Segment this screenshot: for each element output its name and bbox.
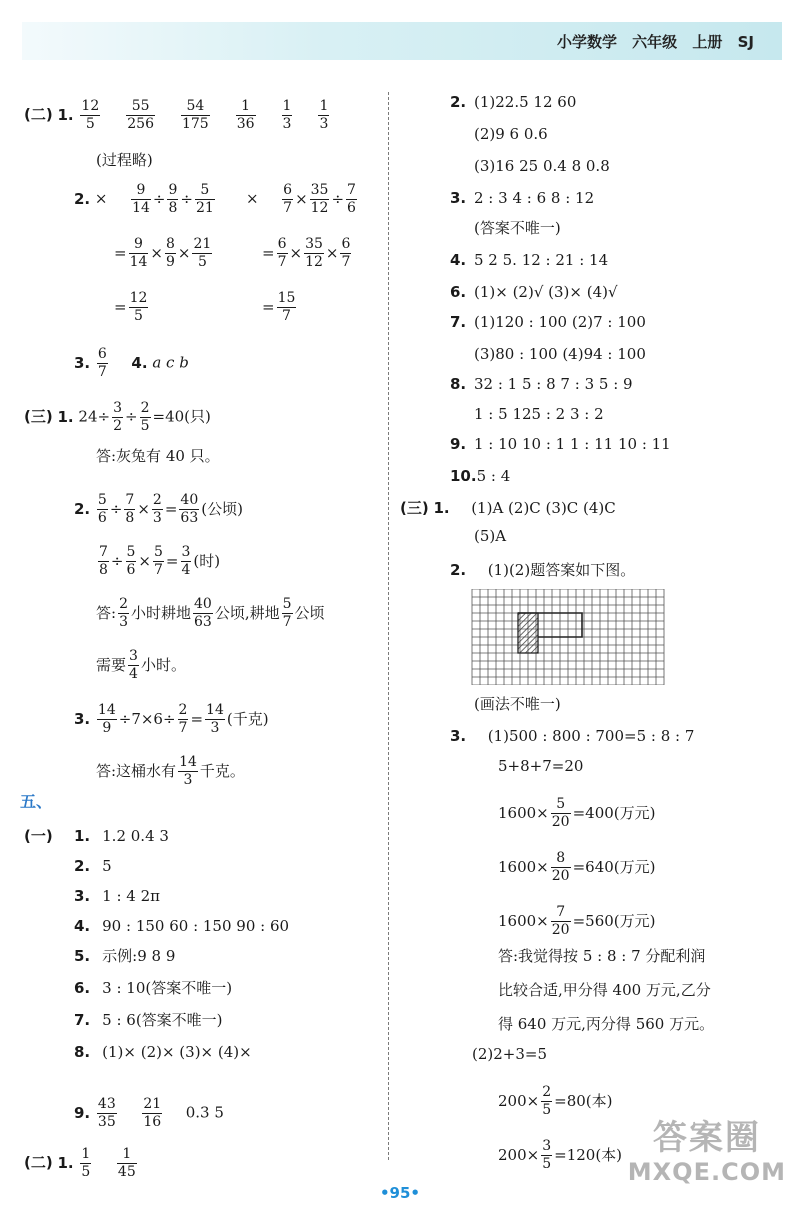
column-divider: [388, 92, 389, 1160]
s3q2-answer-2: [96, 648, 186, 683]
fraction: $\frac{14}{3}$: [206, 702, 224, 736]
list-item: [450, 188, 594, 208]
question-number: 2.: [450, 93, 467, 111]
grid-note: (画法不唯一): [474, 695, 561, 713]
fraction: $\frac{9}{14}$: [132, 182, 150, 216]
expr-text: ÷: [152, 189, 166, 208]
left-s3-q3: [74, 702, 269, 737]
list-item: [74, 916, 289, 936]
fraction: $\frac{2}{5}$: [140, 400, 150, 434]
fraction: $\frac{12}{5}$: [129, 290, 148, 324]
expr-text: =: [114, 243, 127, 262]
expr-text: ÷: [110, 551, 124, 570]
calc-expr: [498, 796, 656, 830]
ratio-line: (1)500 : 800 : 700=5 : 8 : 7: [487, 727, 695, 745]
fraction: $\frac{40}{63}$: [194, 596, 212, 630]
answer-line-2: 比较合适,甲分得 400 万元,乙分: [498, 981, 711, 999]
fraction: $\frac{5}{7}$: [282, 596, 292, 630]
list-item: [74, 1010, 223, 1030]
answer-text: 90 : 150 60 : 150 90 : 60: [102, 917, 290, 935]
calc-expr: [498, 850, 656, 884]
answer-text: (1)22.5 12 60: [474, 93, 577, 111]
expr-text: =400(万元): [572, 803, 656, 822]
expr-text: 24÷: [78, 407, 111, 426]
fraction: $\frac{6}{7}$: [277, 236, 287, 270]
right-s3-q3-l1: [450, 726, 694, 746]
fraction: $\frac{1}{36}$: [236, 98, 255, 132]
q4-answers: a c b: [152, 353, 189, 372]
answer-text: 5: [102, 857, 112, 875]
fraction: $\frac{3}{2}$: [113, 400, 122, 434]
list-item: [474, 124, 548, 144]
fraction: $\frac{1}{3}$: [319, 98, 329, 132]
question-number: 1.: [57, 1153, 74, 1172]
list-item: [450, 466, 510, 486]
question-number: 9.: [74, 1103, 91, 1122]
s3q2-answer-expr2: [96, 648, 186, 682]
expr-text: 1600×: [498, 803, 549, 822]
question-number: 1.: [433, 499, 450, 517]
calc-line-4: [498, 1084, 613, 1119]
question-number: 6.: [450, 283, 467, 301]
fraction: $\frac{8}{20}$: [551, 850, 570, 884]
fraction: $\frac{6}{7}$: [283, 182, 293, 216]
left-q2-line1: [74, 182, 217, 217]
question-number: 3.: [450, 727, 467, 745]
fraction: $\frac{55}{256}$: [127, 98, 154, 132]
expr-text: =640(万元): [572, 857, 656, 876]
page-number: •95•: [379, 1184, 421, 1202]
question-number: 8.: [450, 375, 467, 393]
answer-text: (3)16 25 0.4 8 0.8: [474, 157, 610, 175]
fraction: $\frac{12}{5}$: [81, 98, 100, 132]
fraction: $\frac{1}{3}$: [282, 98, 292, 132]
list-item: [74, 886, 160, 906]
list-item: [74, 1042, 252, 1062]
expr-text: ÷: [109, 499, 123, 518]
s3q1-answer: 答:灰兔有 40 只。: [96, 447, 220, 465]
fraction: $\frac{5}{7}$: [154, 544, 163, 578]
left-q2-b-line2: [262, 236, 353, 271]
fraction: $\frac{7}{8}$: [125, 492, 135, 526]
fraction: $\frac{14}{3}$: [179, 754, 197, 788]
question-number: 1.: [57, 407, 74, 426]
list-item: [74, 826, 169, 846]
left-q2-b-line1: [246, 182, 359, 217]
s51-label-line: [24, 826, 53, 846]
expr-text: ÷7×6÷: [118, 709, 176, 728]
expr-text: 200×: [498, 1145, 540, 1164]
expr-text: 需要: [96, 655, 127, 674]
answer-grid-figure: [470, 589, 666, 685]
expr-text: ÷: [331, 189, 345, 208]
fraction: $\frac{1}{5}$: [81, 1146, 91, 1180]
list-item: [450, 250, 608, 270]
expr-text: ÷: [180, 189, 193, 208]
right-s3-q2: [450, 560, 635, 580]
answer-text: 3 : 10(答案不唯一): [102, 979, 233, 997]
calc-line-3: [498, 904, 655, 939]
answer-text: (1)× (2)√ (3)× (4)√: [474, 283, 618, 301]
expr-text: 公顷: [294, 603, 325, 622]
s3q2-answer-expr: [96, 596, 325, 630]
fraction: $\frac{8}{9}$: [165, 236, 175, 270]
fraction: $\frac{43}{35}$: [97, 1096, 116, 1130]
expr-text: 小时耕地: [130, 603, 191, 622]
list-item: [450, 92, 576, 112]
expr-text: =80(本): [554, 1091, 613, 1110]
left-s2-q1: [24, 98, 331, 133]
s3q2-text: (1)(2)题答案如下图。: [487, 561, 636, 579]
fraction: $\frac{3}{4}$: [181, 544, 191, 578]
answer-text: (1)120 : 100 (2)7 : 100: [474, 313, 646, 331]
answer-text: 5 : 4: [476, 467, 511, 485]
q2-expr-a: [129, 182, 217, 216]
left-s51-q9: [74, 1096, 224, 1131]
question-number: 4.: [131, 353, 148, 372]
calc-expr: [498, 1084, 613, 1118]
expr-text: ×: [138, 551, 151, 570]
fraction: $\frac{2}{3}$: [119, 596, 128, 630]
expr-text: =40(只): [152, 407, 211, 426]
expr-text: 1600×: [498, 911, 549, 930]
answer-text: (2)9 6 0.6: [474, 125, 548, 143]
s3q1-answers-2: (5)A: [474, 527, 507, 545]
q9-rest: 0.3 5: [185, 1103, 224, 1122]
answer-text: 5 : 6(答案不唯一): [102, 1011, 223, 1029]
expr-text: ×: [289, 243, 303, 262]
q2-mark: ×: [94, 189, 108, 208]
expr-text: ×: [177, 243, 191, 262]
question-number: 3.: [74, 709, 91, 728]
section-five-heading: 五、: [20, 792, 53, 811]
fraction: $\frac{1}{45}$: [117, 1146, 136, 1180]
question-number: 3.: [74, 887, 91, 905]
s3q3-answer-expr: [96, 754, 245, 788]
expr-text: =560(万元): [572, 911, 656, 930]
watermark-logo: [628, 1118, 786, 1186]
question-number: 7.: [450, 313, 467, 331]
q2-expr-b2: [262, 236, 353, 270]
answer-text: 32 : 1 5 : 8 7 : 3 5 : 9: [474, 375, 633, 393]
list-item: [474, 404, 604, 424]
question-number: 7.: [74, 1011, 91, 1029]
list-item: [450, 374, 633, 394]
expr-text: 答:这桶水有: [96, 761, 177, 780]
question-number: 2.: [74, 189, 91, 208]
question-number: 1.: [74, 827, 91, 845]
fraction: $\frac{40}{63}$: [180, 492, 199, 526]
part2-line: (2)2+3=5: [472, 1045, 548, 1063]
fraction: $\frac{9}{8}$: [168, 182, 178, 216]
left-q2-b-line3: [262, 290, 298, 325]
ratio-sum: 5+8+7=20: [498, 757, 584, 775]
s3q2-expr-a: [95, 492, 243, 526]
list-item: [450, 434, 671, 454]
q2-expr-a3: [114, 290, 150, 324]
fraction: $\frac{35}{12}$: [305, 236, 323, 270]
question-number: 8.: [74, 1043, 91, 1061]
question-number: 5.: [74, 947, 91, 965]
fraction: $\frac{35}{12}$: [310, 182, 329, 216]
fraction: $\frac{6}{7}$: [341, 236, 351, 270]
s3q2-expr-b: [96, 544, 221, 578]
watermark-line2: MXQE.COM: [627, 1158, 786, 1186]
question-number: 3.: [450, 189, 467, 207]
q2-expr-a2: [114, 236, 214, 270]
question-number: 9.: [450, 435, 467, 453]
list-item: [74, 856, 112, 876]
expr-text: =: [164, 499, 178, 518]
calc-line-1: [498, 796, 655, 831]
section-label: (一): [24, 827, 53, 845]
s3q1-answers: (1)A (2)C (3)C (4)C: [471, 499, 616, 517]
answer-text: (答案不唯一): [474, 219, 561, 237]
left-q2-a-line2: [114, 236, 214, 271]
fraction: $\frac{54}{175}$: [181, 98, 209, 132]
expr-text: =: [262, 297, 275, 316]
list-item: [74, 978, 232, 998]
q3-fraction: $\frac{6}{7}$: [97, 346, 107, 380]
expr-text: 公顷,耕地: [214, 603, 280, 622]
fraction: $\frac{5}{6}$: [97, 492, 107, 526]
fraction: $\frac{2}{5}$: [542, 1084, 552, 1118]
answer-text: 1 : 4 2π: [102, 887, 160, 905]
operator: ÷: [125, 407, 138, 426]
calc-expr: [498, 904, 656, 938]
answer-text: (3)80 : 100 (4)94 : 100: [474, 345, 646, 363]
section-label: (二): [24, 1153, 53, 1172]
section-label: (二): [24, 105, 53, 124]
expr-text: =: [114, 297, 127, 316]
fraction: $\frac{7}{8}$: [99, 544, 108, 578]
q1-fraction-list: [78, 98, 331, 132]
expr-text: (时): [193, 551, 221, 570]
header-title: 小学数学 六年级 上册 SJ: [556, 33, 754, 51]
expr-text: 小时。: [140, 655, 186, 674]
fraction: $\frac{9}{14}$: [129, 236, 148, 270]
answer-text: 1.2 0.4 3: [102, 827, 169, 845]
right-s3-q1: [400, 498, 616, 518]
section-label: (三): [400, 499, 429, 517]
q1-note: (过程略): [96, 151, 153, 169]
fraction: $\frac{15}{7}$: [277, 290, 296, 324]
answer-text: 示例:9 8 9: [102, 947, 176, 965]
calc-line-5: [498, 1138, 622, 1173]
question-number: 3.: [74, 353, 91, 372]
question-number: 10.: [450, 467, 477, 485]
question-number: 2.: [450, 561, 467, 579]
answer-text: 1 : 10 10 : 1 1 : 11 10 : 11: [474, 435, 671, 453]
list-item: [450, 312, 646, 332]
left-s3-q2-b: [96, 544, 220, 579]
question-number: 2.: [74, 499, 91, 518]
expr-text: 千克。: [199, 761, 245, 780]
answer-line-3: 得 640 万元,丙分得 560 万元。: [498, 1015, 715, 1033]
expr-text: (公顷): [201, 499, 243, 518]
expr-text: ×: [295, 189, 308, 208]
fraction: $\frac{2}{3}$: [152, 492, 162, 526]
answer-line-1: 答:我觉得按 5 : 8 : 7 分配利润: [498, 947, 706, 965]
answer-text: 1 : 5 125 : 2 3 : 2: [474, 405, 604, 423]
list-item: [450, 282, 618, 302]
fraction: $\frac{21}{16}$: [143, 1096, 162, 1130]
fraction: $\frac{14}{9}$: [97, 702, 116, 736]
list-item: [474, 218, 561, 238]
fraction: $\frac{7}{20}$: [551, 904, 570, 938]
left-s52-q1: [24, 1146, 139, 1181]
question-number: 1.: [57, 105, 74, 124]
question-number: 2.: [74, 857, 91, 875]
left-q2-a-line3: [114, 290, 150, 325]
calc-line-2: [498, 850, 655, 885]
expr-text: ×: [150, 243, 163, 262]
left-q3-q4: [74, 346, 189, 381]
s3q3-expr: [95, 702, 269, 736]
header-band: [22, 22, 782, 60]
list-item: [474, 156, 610, 176]
expr-text: 答:: [96, 603, 117, 622]
section-label: (三): [24, 407, 53, 426]
expr-text: 1600×: [498, 857, 549, 876]
s3q3-answer: [96, 754, 245, 789]
list-item: [474, 344, 646, 364]
expr-text: =: [190, 709, 204, 728]
answer-text: 2 : 3 4 : 6 8 : 12: [474, 189, 595, 207]
fraction: $\frac{5}{6}$: [126, 544, 136, 578]
hatched-rectangle: [518, 613, 538, 653]
s3q2-answer-1: [96, 596, 325, 631]
question-number: 4.: [450, 251, 467, 269]
fraction: $\frac{7}{6}$: [347, 182, 356, 216]
expr-text: ×: [325, 243, 339, 262]
list-item: [74, 946, 175, 966]
expr-text: ×: [137, 499, 150, 518]
q2-expr-b3: [262, 290, 298, 324]
expr-text: (千克): [226, 709, 269, 728]
left-s3-q2-a: [74, 492, 243, 527]
question-number: 6.: [74, 979, 91, 997]
q2-expr-b: [280, 182, 359, 216]
expr-text: =: [165, 551, 179, 570]
fraction: $\frac{5}{21}$: [195, 182, 214, 216]
q2-mark: ×: [246, 189, 259, 208]
fraction: $\frac{3}{5}$: [542, 1138, 552, 1172]
question-number: 4.: [74, 917, 91, 935]
expr-text: =120(本): [554, 1145, 623, 1164]
expr-text: 200×: [498, 1091, 540, 1110]
answer-text: 5 2 5. 12 : 21 : 14: [474, 251, 609, 269]
fraction: $\frac{5}{20}$: [551, 796, 570, 830]
calc-expr: [498, 1138, 623, 1172]
fraction: $\frac{3}{4}$: [129, 648, 138, 682]
fraction: $\frac{21}{5}$: [193, 236, 212, 270]
expr-text: =: [262, 243, 275, 262]
watermark-line1: 答案圈: [652, 1118, 761, 1158]
answer-text: (1)× (2)× (3)× (4)×: [102, 1043, 252, 1061]
left-s3-q1: [24, 400, 211, 435]
fraction: $\frac{2}{7}$: [178, 702, 188, 736]
